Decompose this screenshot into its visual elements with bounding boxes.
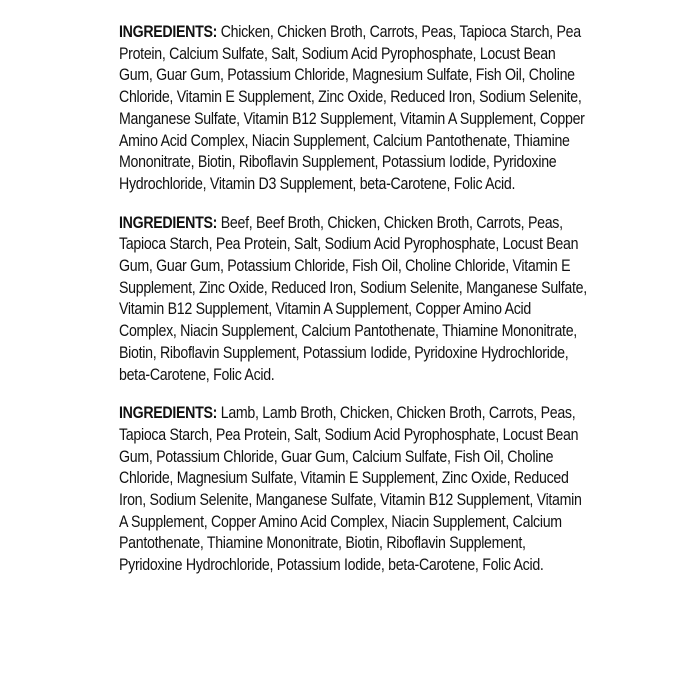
ingredients-label: INGREDIENTS: [119, 23, 218, 41]
ingredients-block-lamb [119, 403, 589, 577]
ingredients-panel [119, 22, 589, 594]
ingredients-label: INGREDIENTS: [119, 404, 218, 423]
ingredients-block-chicken [119, 22, 589, 196]
ingredients-label: INGREDIENTS: [119, 213, 218, 232]
ingredients-text: Chicken, Chicken Broth, Carrots, Peas, Tapioca Starch, Pea Protein, Calcium Sulfate, Salt, Sodium Acid Pyrophosphate, Locust Bean Gum, Guar Gum, Potassium Chloride, Magnesium Sulfate, Fish Oil, Choline Chloride, Vitamin E Supplement, Zinc Oxide, Reduced Iron, Sodium Selenite, Manganese Sulfate, Vitamin B12 Supplement, Vitamin A Supplement, Copper Amino Acid Complex, Niacin Supplement, Calcium Pantothenate, Thiamine Mononitrate, Biotin, Riboflavin Supplement, Potassium Iodide, Pyridoxine Hydrochloride, Vitamin D3 Supplement, beta-Carotene, Folic Acid. [119, 23, 585, 193]
ingredients-block-beef [119, 213, 589, 387]
ingredients-text: Beef, Beef Broth, Chicken, Chicken Broth, Carrots, Peas, Tapioca Starch, Pea Protein, Salt, Sodium Acid Pyrophosphate, Locust Bean Gum, Guar Gum, Potassium Chloride, Fish Oil, Choline Chloride, Vitamin E Supplement, Zinc Oxide, Reduced Iron, Sodium Selenite, Manganese Sulfate, Vitamin B12 Supplement, Vitamin A Supplement, Copper Amino Acid Complex, Niacin Supplement, Calcium Pantothenate, Thiamine Mononitrate, Biotin, Riboflavin Supplement, Potassium Iodide, Pyridoxine Hydrochloride, beta-Carotene, Folic Acid. [119, 213, 587, 384]
ingredients-text: Lamb, Lamb Broth, Chicken, Chicken Broth, Carrots, Peas, Tapioca Starch, Pea Protein, Salt, Sodium Acid Pyrophosphate, Locust Bean Gum, Potassium Chloride, Guar Gum, Calcium Sulfate, Fish Oil, Choline Chloride, Magnesium Sulfate, Vitamin E Supplement, Zinc Oxide, Reduced Iron, Sodium Selenite, Manganese Sulfate, Vitamin B12 Supplement, Vitamin A Supplement, Copper Amino Acid Complex, Niacin Supplement, Calcium Pantothenate, Thiamine Mononitrate, Biotin, Riboflavin Supplement, Pyridoxine Hydrochloride, Potassium Iodide, beta-Carotene, Folic Acid. [119, 404, 582, 575]
